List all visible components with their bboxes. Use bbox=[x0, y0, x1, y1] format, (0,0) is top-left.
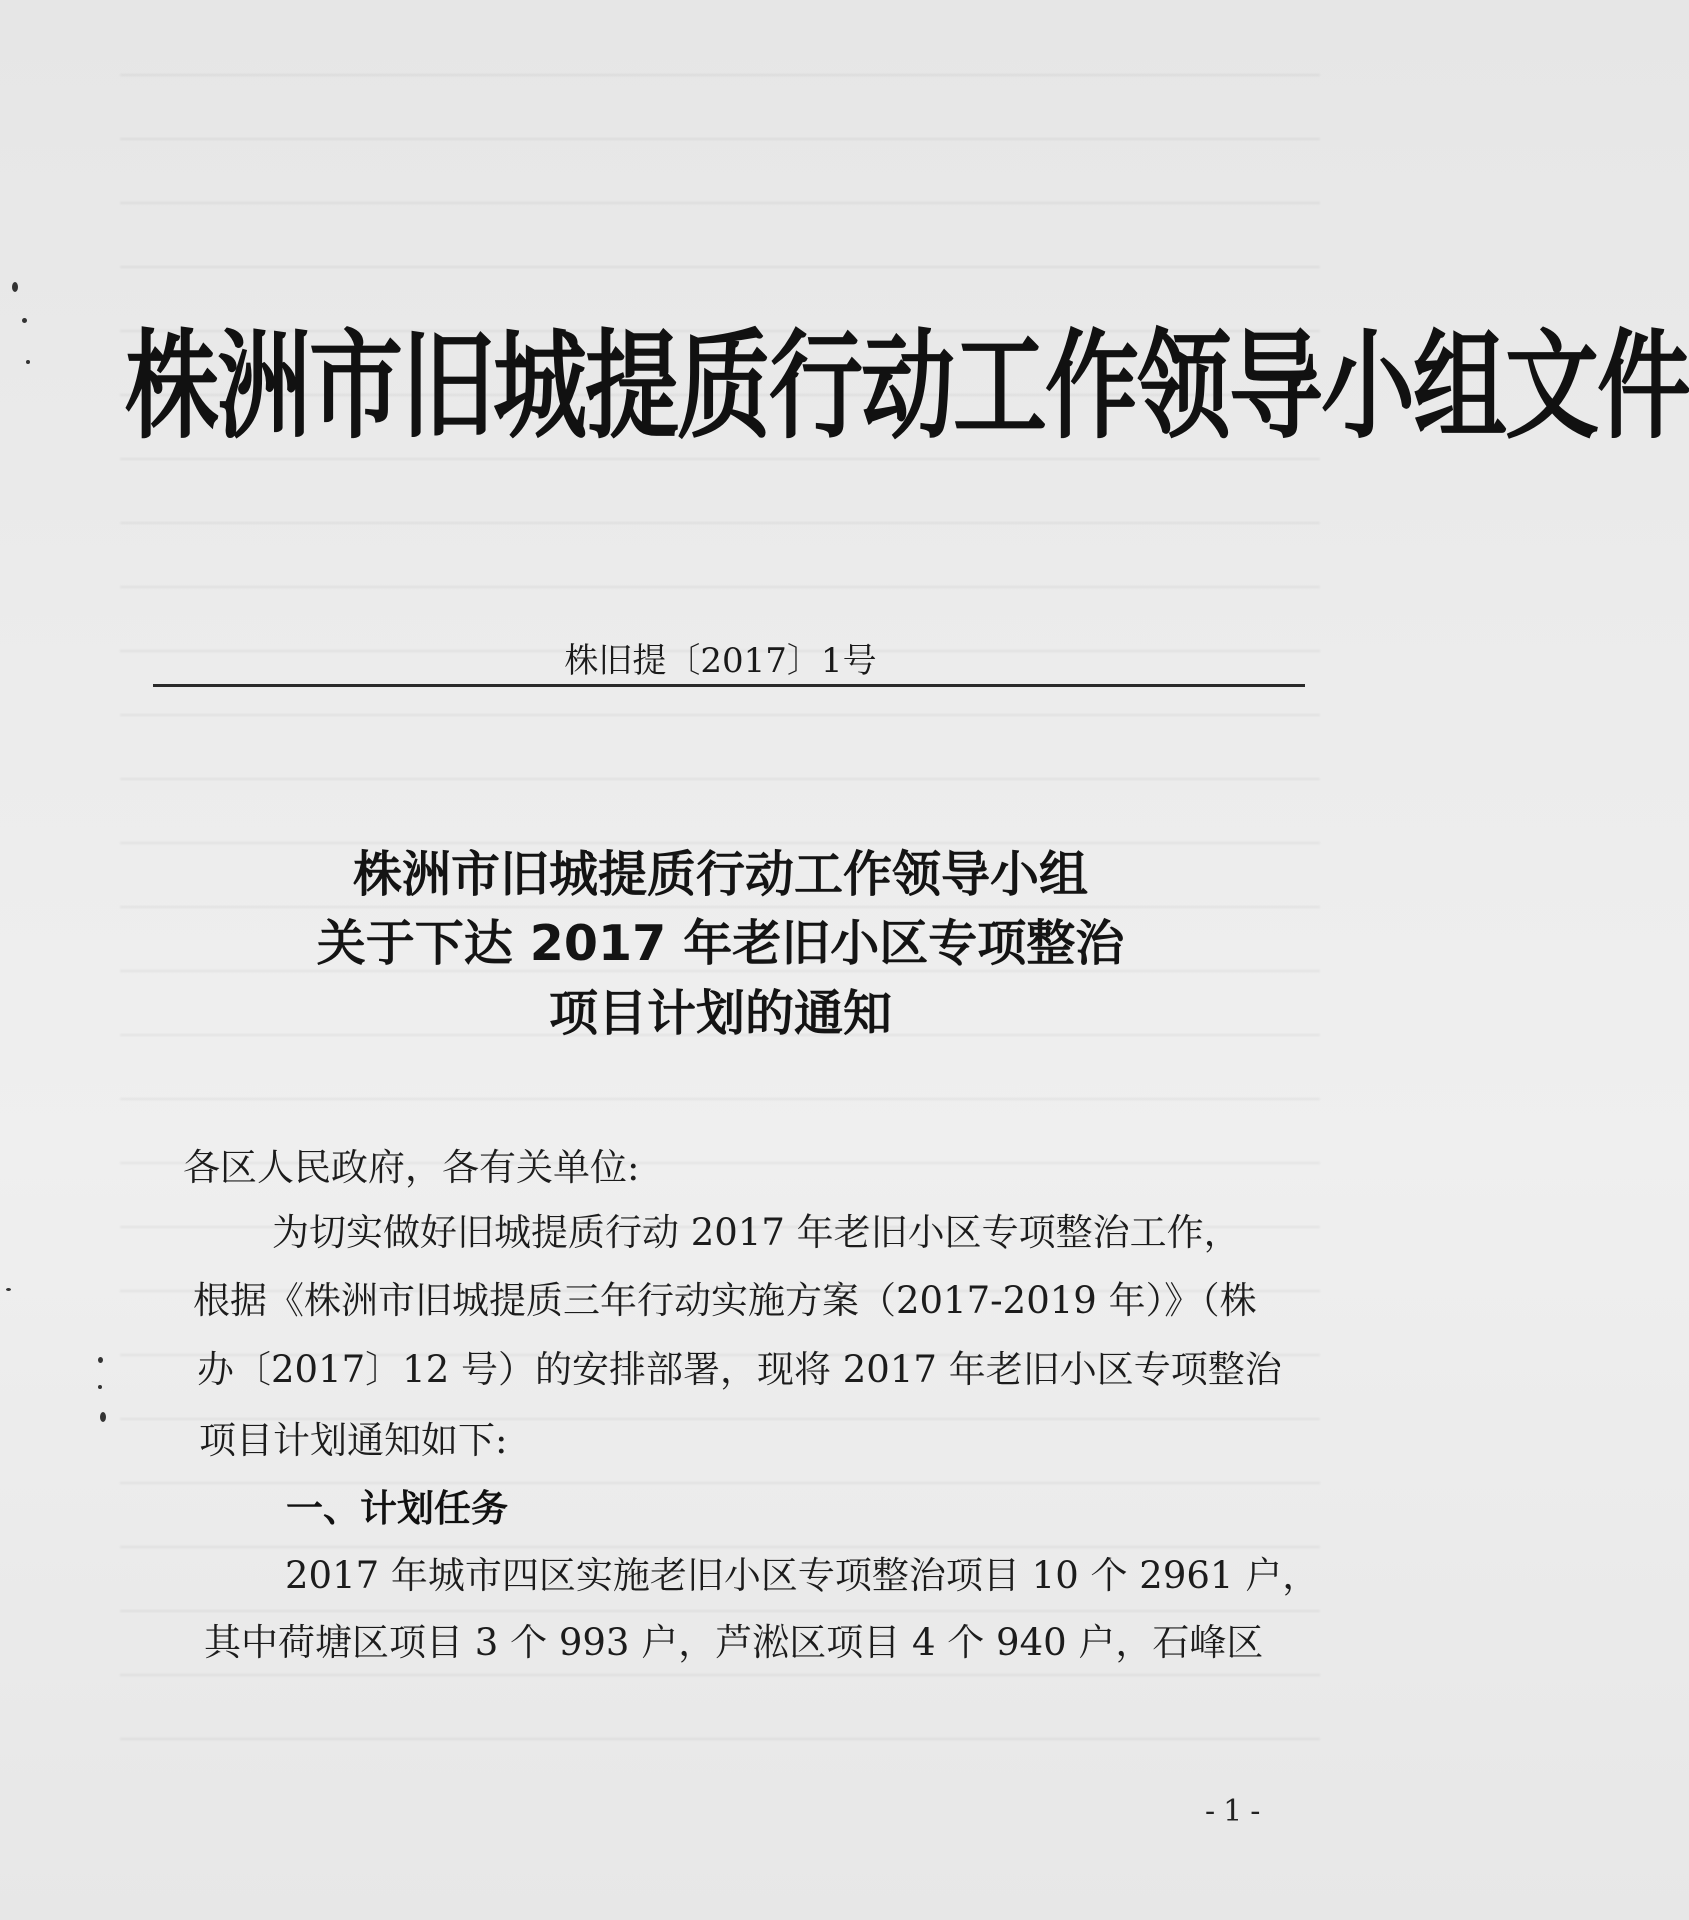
binding-hole-mark bbox=[22, 318, 27, 323]
notice-title-line-1: 株洲市旧城提质行动工作领导小组 bbox=[352, 846, 1088, 903]
paragraph-1-line-1: 为切实做好旧城提质行动 2017 年老旧小区专项整治工作， bbox=[272, 1211, 1241, 1254]
binding-hole-mark bbox=[100, 1412, 106, 1422]
binding-hole-mark bbox=[6, 1288, 11, 1291]
document-header-title: 株洲市旧城提质行动工作领导小组文件 bbox=[125, 319, 1689, 456]
paragraph-1-line-4: 项目计划通知如下: bbox=[199, 1419, 508, 1462]
paragraph-1-line-3: 办〔2017〕12 号）的安排部署，现将 2017 年老旧小区专项整治 bbox=[197, 1348, 1282, 1391]
paragraph-2-line-2: 其中荷塘区项目 3 个 993 户，芦淞区项目 4 个 940 户，石峰区 bbox=[204, 1621, 1264, 1664]
binding-hole-mark bbox=[98, 1385, 102, 1389]
page-number: -1- bbox=[1205, 1794, 1269, 1829]
binding-hole-mark bbox=[12, 282, 18, 292]
notice-title-line-2: 关于下达 2017 年老旧小区专项整治 bbox=[316, 915, 1125, 972]
salutation: 各区人民政府，各有关单位: bbox=[183, 1146, 640, 1189]
header-divider-line bbox=[153, 684, 1305, 687]
paragraph-2-line-1: 2017 年城市四区实施老旧小区专项整治项目 10 个 2961 户， bbox=[285, 1554, 1320, 1597]
document-number: 株旧提〔2017〕1号 bbox=[564, 641, 877, 681]
binding-hole-mark bbox=[26, 360, 30, 364]
section-1-heading: 一、计划任务 bbox=[286, 1487, 508, 1530]
paragraph-1-line-2: 根据《株洲市旧城提质三年行动实施方案（2017-2019 年）》（株 bbox=[193, 1279, 1257, 1322]
notice-title-line-3: 项目计划的通知 bbox=[548, 985, 892, 1042]
binding-hole-mark bbox=[98, 1357, 103, 1363]
